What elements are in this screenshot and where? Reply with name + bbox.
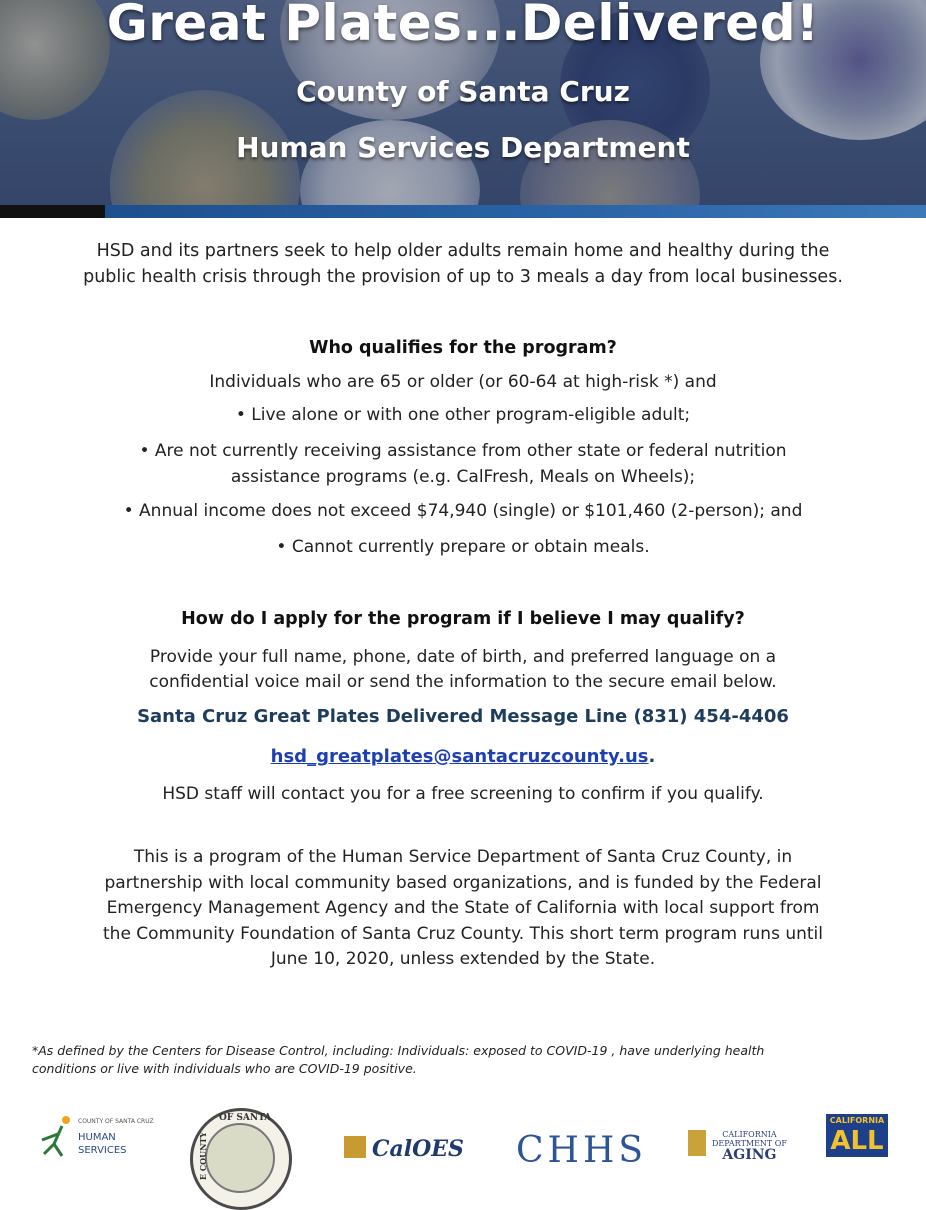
program-line: the Community Foundation of Santa Cruz County. This short term program runs until — [103, 923, 823, 944]
aging-logo — [688, 1128, 808, 1163]
footnote — [32, 1042, 902, 1078]
footnote-line: conditions or live with individuals who are COVID-19 positive. — [32, 1061, 417, 1076]
program-line: partnership with local community based organizations, and is funded by the Federal — [104, 872, 822, 893]
bullet-text: Are not currently receiving assistance from other state or federal nutrition — [154, 441, 787, 461]
partner-logos — [0, 1108, 926, 1181]
qualify-bullet: • Annual income does not exceed $74,940 (single) or $101,460 (2-person); and — [123, 501, 803, 521]
aging-logo-text — [712, 1130, 787, 1162]
footnote-line: *As defined by the Centers for Disease Control, including: Individuals: exposed to COVID-19 , have underlying health — [32, 1043, 765, 1058]
county-seal-logo — [190, 1108, 292, 1210]
hsd-logo-line: SERVICES — [78, 1145, 127, 1156]
caloes-logo — [344, 1136, 494, 1162]
banner-stripe-dark — [0, 205, 105, 218]
qualify-bullet: • Are not currently receiving assistance from other state or federal nutrition — [139, 441, 787, 461]
county-name: County of Santa Cruz — [296, 75, 630, 108]
apply-instruction: confidential voice mail or send the information to the secure email below. — [149, 672, 777, 692]
bullet-text: Cannot currently prepare or obtain meals. — [291, 537, 650, 557]
aging-logo-line: CALIFORNIA — [722, 1130, 777, 1139]
hsd-logo-text — [78, 1131, 127, 1157]
bullet-text: Annual income does not exceed $74,940 (single) or $101,460 (2-person); and — [139, 501, 803, 521]
qualify-bullet: • Live alone or with one other program-eligible adult; — [235, 405, 691, 425]
caloes-text: CalOES — [372, 1136, 464, 1162]
banner-stripe-blue — [105, 205, 926, 218]
chhs-logo: CHHS — [516, 1130, 647, 1171]
program-line: This is a program of the Human Service Department of Santa Cruz County, in — [133, 847, 793, 867]
person-figure-icon — [36, 1114, 76, 1157]
intro-line: public health crisis through the provision of up to 3 meals a day from local businesses. — [83, 267, 843, 287]
email-period: . — [648, 746, 656, 767]
seal-side-text: E COUNTY — [198, 1131, 209, 1181]
apply-instruction: Provide your full name, phone, date of birth, and preferred language on a — [149, 647, 777, 667]
hsd-logo-county: COUNTY OF SANTA CRUZ — [78, 1118, 154, 1125]
intro-line: HSD and its partners seek to help older adults remain home and healthy during the — [96, 241, 830, 261]
seal-text: OF SANTA — [219, 1113, 272, 1123]
qualify-heading: Who qualifies for the program? — [309, 338, 617, 358]
apply-heading: How do I apply for the program if I believe I may qualify? — [181, 609, 745, 629]
department-name: Human Services Department — [236, 131, 690, 164]
email-container — [0, 746, 926, 767]
qualify-lead: Individuals who are 65 or older (or 60-64 at high-risk *) and — [209, 372, 717, 392]
program-line: June 10, 2020, unless extended by the State. — [270, 949, 656, 969]
all-logo-caption: CALIFORNIA — [829, 1116, 885, 1125]
california-all-logo — [826, 1114, 888, 1157]
bullet-text: Live alone or with one other program-eligible adult; — [251, 405, 691, 425]
seal-center — [205, 1123, 275, 1193]
qualify-bullet-continued: assistance programs (e.g. CalFresh, Meals on Wheels); — [230, 467, 696, 487]
caloes-mark-icon — [344, 1136, 366, 1158]
message-line-phone[interactable]: Santa Cruz Great Plates Delivered Message Line (831) 454-4406 — [137, 706, 789, 727]
all-logo-text: ALL — [830, 1126, 884, 1156]
aging-logo-big: AGING — [722, 1147, 777, 1163]
program-paragraph — [0, 845, 926, 973]
page-title: Great Plates...Delivered! — [106, 0, 820, 52]
intro-paragraph — [0, 238, 926, 290]
header-banner — [0, 0, 926, 218]
qualify-bullet: • Cannot currently prepare or obtain meals. — [276, 537, 650, 557]
email-link[interactable]: hsd_greatplates@santacruzcounty.us — [270, 746, 649, 767]
hsd-logo-line: HUMAN — [78, 1132, 116, 1143]
contact-note: HSD staff will contact you for a free screening to confirm if you qualify. — [162, 784, 764, 804]
california-bear-icon — [688, 1130, 706, 1156]
aging-logo-line: DEPARTMENT OF — [712, 1139, 787, 1148]
hsd-logo — [36, 1114, 166, 1157]
program-line: Emergency Management Agency and the State of California with local support from — [106, 898, 820, 918]
